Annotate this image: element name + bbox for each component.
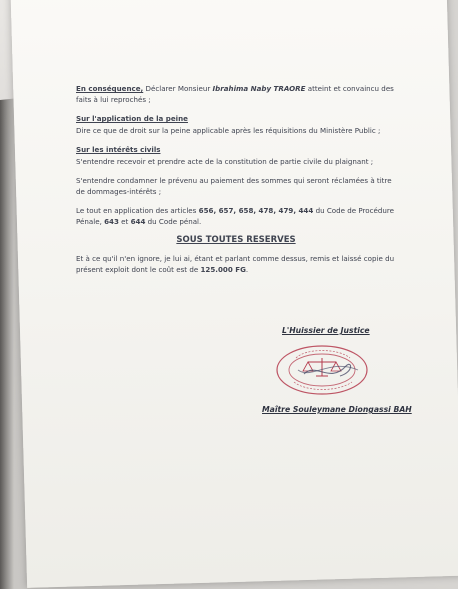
articles-paragraph	[76, 205, 396, 227]
document-body	[76, 83, 396, 283]
penalty-section	[76, 113, 396, 136]
articles-middle: du Code de Procédure Pénale,	[76, 206, 395, 226]
closing-amount: 125.000 FG	[200, 265, 246, 274]
articles-list-2: 643	[104, 217, 119, 226]
articles-end: du Code pénal.	[147, 217, 202, 226]
civil-text-1: S'entendre recevoir et prendre acte de la constitution de partie civile du plaignant ;	[76, 157, 374, 166]
consequence-text-2: atteint et convaincu des faits à lui reprochés ;	[76, 84, 394, 104]
consequence-paragraph	[76, 83, 396, 105]
articles-and: et	[121, 217, 129, 226]
closing-paragraph	[76, 253, 396, 275]
articles-list-3: 644	[130, 217, 146, 226]
signer-title: L'Huissier de Justice	[282, 326, 370, 335]
civil-text-2: S'entendre condamner le prévenu au paiement des sommes qui seront réclamées à titre de dommages-intérêts ;	[76, 176, 392, 196]
reserves-title: SOUS TOUTES RESERVES	[176, 235, 296, 245]
penalty-heading: Sur l'application de la peine	[76, 114, 188, 123]
signature-block	[262, 318, 430, 428]
defendant-name: Ibrahima Naby TRAORE	[212, 84, 306, 93]
signer-name: Maître Souleymane Diongassi BAH	[262, 405, 412, 414]
articles-list-1: 656, 657, 658, 478, 479, 444	[198, 206, 314, 215]
articles-intro: Le tout en application des articles	[76, 206, 197, 215]
closing-text-1: Et à ce qu'il n'en ignore, je lui ai, étant et parlant comme dessus, remis et laissé copie du présent exploit dont le coût est de	[76, 254, 395, 274]
civil-section	[76, 144, 396, 167]
official-stamp	[268, 340, 380, 400]
civil-heading: Sur les intérêts civils	[76, 145, 161, 154]
civil-paragraph-2	[76, 175, 396, 197]
consequence-text-1: Déclarer Monsieur	[145, 84, 211, 93]
closing-text-2: .	[245, 265, 249, 274]
penalty-text: Dire ce que de droit sur la peine applicable après les réquisitions du Ministère Public ;	[76, 126, 381, 135]
consequence-label: En conséquence,	[76, 84, 144, 93]
